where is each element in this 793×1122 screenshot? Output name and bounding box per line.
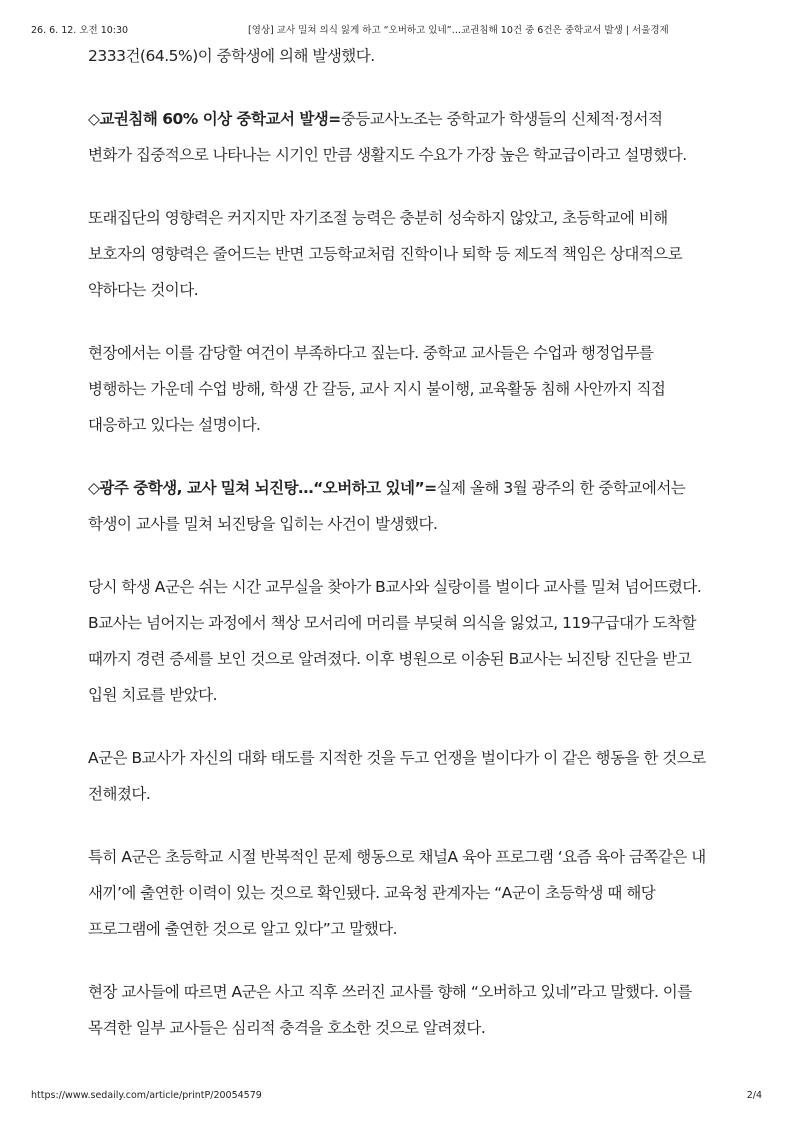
paragraph-text: 당시 학생 A군은 쉬는 시간 교무실을 찾아가 B교사와 실랑이를 벌이다 교사를 밀쳐 넘어뜨렸다. B교사는 넘어지는 과정에서 책상 모서리에 머리를 부딪혀 의식을 잃었고, 119구급대가 도착할 때까지 경련 증세를 보인 것으로 알려졌다. 이후 병원으로 이송된 B교사는 뇌진탕 진단을 받고 입원 치료를 받았다. [88,578,702,704]
article-paragraph [88,335,710,443]
print-footer [0,1090,793,1104]
paragraph-text: 또래집단의 영향력은 커지지만 자기조절 능력은 충분히 성숙하지 않았고, 초등학교에 비해 보호자의 영향력은 줄어드는 반면 고등학교처럼 진학이나 퇴학 등 제도적 책임은 상대적으로 약하다는 것이다. [88,209,683,299]
print-page-title: [영상] 교사 밀쳐 의식 잃게 하고 “오버하고 있네”…교권침해 10건 중 6건은 중학교서 발생 | 서울경제 [248,25,669,36]
article-body [88,38,710,1073]
article-paragraph [88,200,710,308]
print-date: 26. 6. 12. 오전 10:30 [31,25,129,36]
article-paragraph [88,974,710,1046]
section-subheading: ◇광주 중학생, 교사 밀쳐 뇌진탕…“오버하고 있네”= [88,479,437,497]
paragraph-text: 중등교사노조는 중학교가 학생들의 신체적·정서적 변화가 집중적으로 나타나는 시기인 만큼 생활지도 수요가 가장 높은 학교급이라고 설명했다. [88,110,687,164]
article-paragraph [88,740,710,812]
paragraph-text: 특히 A군은 초등학교 시절 반복적인 문제 행동으로 채널A 육아 프로그램 ‘요즘 육아 금쪽같은 내 새끼’에 출연한 이력이 있는 것으로 확인됐다. 교육청 관계자는 “A군이 초등학생 때 해당 프로그램에 출연한 것으로 알고 있다”고 말했다. [88,848,706,938]
article-url: https://www.sedaily.com/article/printP/20054579 [31,1090,262,1101]
article-paragraph [88,839,710,947]
section-subheading: ◇교권침해 60% 이상 중학교서 발생= [88,110,341,128]
paragraph-text: A군은 B교사가 자신의 대화 태도를 지적한 것을 두고 언쟁을 벌이다가 이 같은 행동을 한 것으로 전해졌다. [88,749,706,803]
article-paragraph-with-subheading [88,101,710,173]
print-header [0,22,793,36]
paragraph-text: 현장에서는 이를 감당할 여건이 부족하다고 짚는다. 중학교 교사들은 수업과 행정업무를 병행하는 가운데 수업 방해, 학생 간 갈등, 교사 지시 불이행, 교육활동 침해 사안까지 직접 대응하고 있다는 설명이다. [88,344,666,434]
article-paragraph [88,38,710,74]
paragraph-text: 현장 교사들에 따르면 A군은 사고 직후 쓰러진 교사를 향해 “오버하고 있네”라고 말했다. 이를 목격한 일부 교사들은 심리적 충격을 호소한 것으로 알려졌다. [88,983,692,1037]
page-number: 2/4 [746,1090,762,1101]
article-paragraph [88,569,710,713]
article-paragraph-with-subheading [88,470,710,542]
paragraph-text: 실제 올해 3월 광주의 한 중학교에서는 학생이 교사를 밀쳐 뇌진탕을 입히는 사건이 발생했다. [88,479,686,533]
paragraph-text: 2333건(64.5%)이 중학생에 의해 발생했다. [88,47,375,65]
